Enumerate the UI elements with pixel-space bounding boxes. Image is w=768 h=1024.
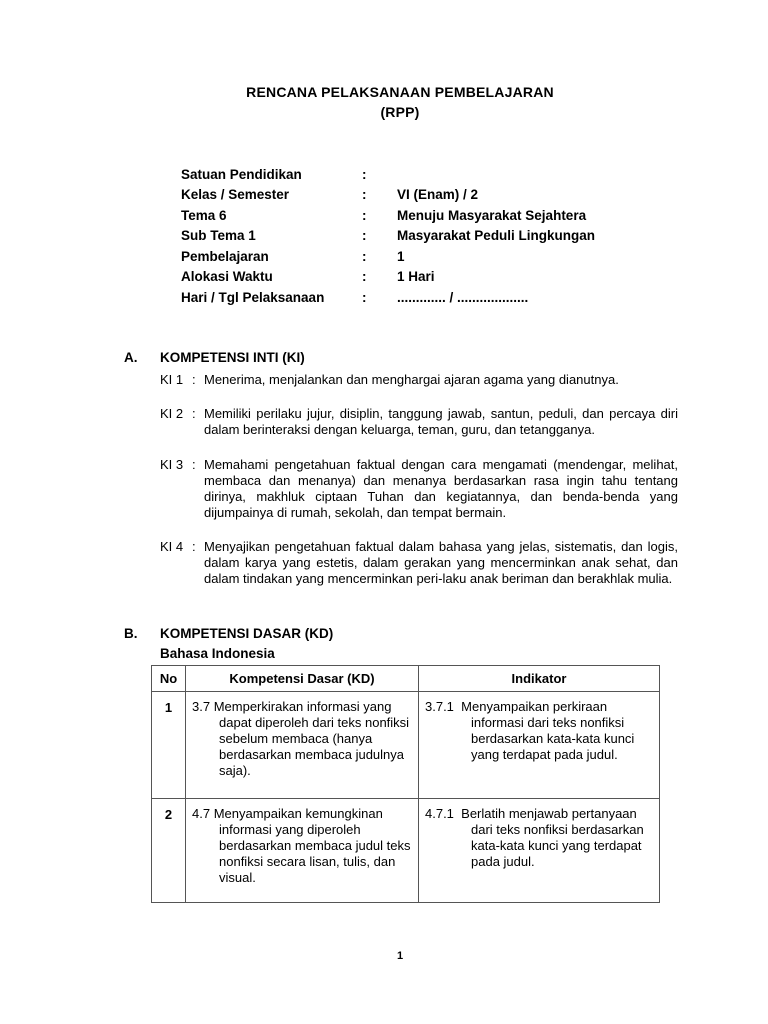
col-header-no: No xyxy=(152,666,186,692)
table-row xyxy=(152,692,660,799)
indikator-cell xyxy=(419,692,660,799)
subject-heading: Bahasa Indonesia xyxy=(160,646,275,661)
indikator-text: Menyampaikan perkiraan informasi dari teks nonfiksi berdasarkan kata-kata kunci yang terdapat pada judul. xyxy=(461,699,635,762)
ki-colon: : xyxy=(192,372,196,387)
kd-code: 4.7 xyxy=(192,806,211,821)
ki-colon: : xyxy=(192,457,196,472)
page-number: 1 xyxy=(396,950,404,962)
identity-colon: : xyxy=(362,228,367,243)
kd-code: 3.7 xyxy=(192,699,211,714)
indikator-text: Berlatih menjawab pertanyaan dari teks nonfiksi berdasarkan kata-kata kunci yang terdapat pada judul. xyxy=(461,806,644,869)
identity-colon: : xyxy=(362,167,367,182)
col-header-kd: Kompetensi Dasar (KD) xyxy=(186,666,419,692)
document-title: RENCANA PELAKSANAAN PEMBELAJARAN xyxy=(246,84,554,100)
section-b-title: KOMPETENSI DASAR (KD) xyxy=(160,626,334,641)
kd-cell xyxy=(186,692,419,799)
indikator-cell xyxy=(419,799,660,903)
ki-label: KI 4 xyxy=(160,539,184,554)
identity-label: Tema 6 xyxy=(181,208,227,223)
kd-text: Menyampaikan kemungkinan informasi yang diperoleh berdasarkan membaca judul teks nonfiksi secara lisan, tulis, dan visual. xyxy=(213,806,411,885)
ki-colon: : xyxy=(192,406,196,421)
document-subtitle: (RPP) xyxy=(380,104,420,120)
col-header-indikator: Indikator xyxy=(419,666,660,692)
identity-colon: : xyxy=(362,249,367,264)
identity-value: 1 Hari xyxy=(397,269,435,284)
identity-colon: : xyxy=(362,187,367,202)
ki-text: Menerima, menjalankan dan menghargai ajaran agama yang dianutnya. xyxy=(204,372,619,387)
kd-table xyxy=(151,665,660,903)
identity-value: VI (Enam) / 2 xyxy=(397,187,479,202)
identity-colon: : xyxy=(362,290,367,305)
identity-colon: : xyxy=(362,269,367,284)
identity-label: Hari / Tgl Pelaksanaan xyxy=(181,290,325,305)
ki-label: KI 2 xyxy=(160,406,184,421)
row-number: 1 xyxy=(152,692,186,799)
identity-label: Sub Tema 1 xyxy=(181,228,256,243)
identity-label: Alokasi Waktu xyxy=(181,269,273,284)
identity-colon: : xyxy=(362,208,367,223)
kd-cell xyxy=(186,799,419,903)
ki-text: Memahami pengetahuan faktual dengan cara mengamati (mendengar, melihat, membaca dan menanya) dan menanya berdasarkan rasa ingin tahu tentang dirinya, makhluk ciptaan Tuhan dan kegiatannya, dan benda-benda yang dijumpainya di rumah, sekolah, dan tempat bermain. xyxy=(204,457,678,520)
table-row xyxy=(152,799,660,903)
identity-label: Satuan Pendidikan xyxy=(181,167,302,182)
kd-text: Memperkirakan informasi yang dapat diperoleh dari teks nonfiksi sebelum membaca (hanya berdasarkan membaca judulnya saja). xyxy=(213,699,410,778)
ki-label: KI 3 xyxy=(160,457,184,472)
identity-label: Kelas / Semester xyxy=(181,187,290,202)
identity-label: Pembelajaran xyxy=(181,249,269,264)
ki-text: Menyajikan pengetahuan faktual dalam bahasa yang jelas, sistematis, dan logis, dalam karya yang estetis, dalam gerakan yang mencerminkan anak sehat, dan dalam tindakan yang mencerminkan peri-laku anak beriman dan berakhlak mulia. xyxy=(204,539,678,586)
indikator-code: 4.7.1 xyxy=(425,806,454,821)
row-number: 2 xyxy=(152,799,186,903)
section-a-title: KOMPETENSI INTI (KI) xyxy=(160,350,305,365)
section-a-letter: A. xyxy=(124,350,138,365)
identity-value: Menuju Masyarakat Sejahtera xyxy=(397,208,587,223)
ki-text: Memiliki perilaku jujur, disiplin, tanggung jawab, santun, peduli, dan percaya diri dalam berinteraksi dengan keluarga, teman, guru, dan tetangganya. xyxy=(204,406,678,437)
identity-value: ............. / ................... xyxy=(397,290,529,305)
table-header-row xyxy=(152,666,660,692)
ki-label: KI 1 xyxy=(160,372,184,387)
indikator-code: 3.7.1 xyxy=(425,699,454,714)
section-b-letter: B. xyxy=(124,626,138,641)
identity-value: 1 xyxy=(397,249,405,264)
ki-colon: : xyxy=(192,539,196,554)
identity-value: Masyarakat Peduli Lingkungan xyxy=(397,228,596,243)
